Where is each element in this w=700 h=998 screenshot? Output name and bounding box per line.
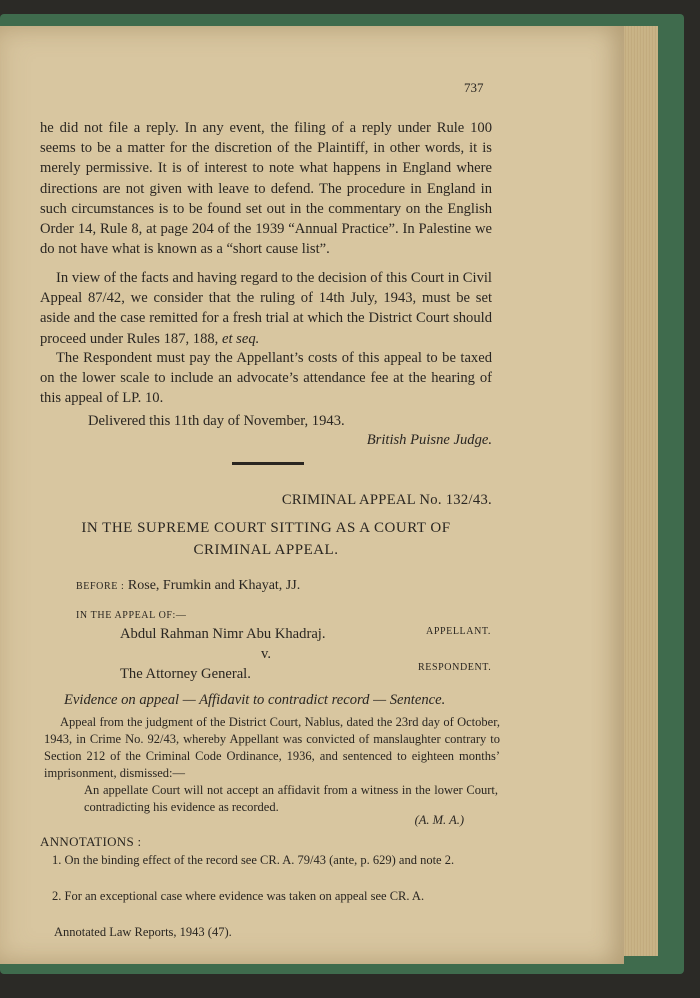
- paragraph-reply: he did not file a reply. In any event, the filing of a reply under Rule 100 seems to be a matter for the discretion of the Plaintiff, in other words, it is merely permissive. It is of interest to note what happens in England where directions are not given with leave to defend. The procedure in England in such circumstances is to be found set out in the commentary on the English Order 14, Rule 8, at page 204 of the 1939 “Annual Practice”. In Palestine we do not have what is known as a “short cause list”.: [40, 120, 492, 258]
- respondent-label: RESPONDENT.: [418, 662, 492, 673]
- judges: Rose, Frumkin and Khayat, JJ.: [127, 578, 301, 593]
- paragraph-ruling-text: In view of the facts and having regard to the decision of this Court in Civil Appeal 87/42, we consider that the ruling of 14th July, 1943, must be set aside and the case remitted for a fresh trial at which the District Court should proceed under Rules 187, 188,: [40, 270, 492, 347]
- paragraph-ruling: [40, 268, 492, 349]
- versus: v.: [261, 646, 271, 662]
- annotations-heading: ANNOTATIONS :: [40, 834, 142, 849]
- book-page: [0, 26, 624, 964]
- annotation-item-2: 2. For an exceptional case where evidence was taken on appeal see CR. A.: [52, 889, 425, 903]
- court-title-line1: IN THE SUPREME COURT SITTING AS A COURT OF: [81, 520, 451, 536]
- headnote-summary: Appeal from the judgment of the District Court, Nablus, dated the 23rd day of October, 1943, in Crime No. 92/43, whereby Appellant was convicted of manslaughter contrary to Section 212 of the Criminal Code Ordinance, 1936, and sentenced to eighteen months’ imprisonment, dismissed:—: [44, 715, 500, 780]
- headnote-initials: (A. M. A.): [414, 813, 464, 827]
- et-seq: et seq.: [221, 330, 260, 347]
- bench-line: [76, 578, 300, 594]
- headnote-topic: Evidence on appeal — Affidavit to contradict record — Sentence.: [64, 692, 446, 708]
- before-label: BEFORE :: [76, 581, 125, 592]
- headnote-holding: An appellate Court will not accept an affidavit from a witness in the lower Court, contradicting his evidence as recorded.: [84, 783, 498, 814]
- appeal-number: CRIMINAL APPEAL No. 132/43.: [281, 492, 492, 508]
- delivered-line: Delivered this 11th day of November, 1943.: [88, 413, 345, 429]
- in-appeal-label: IN THE APPEAL OF:—: [76, 610, 187, 621]
- section-divider: [232, 462, 304, 465]
- page-footer: Annotated Law Reports, 1943 (47).: [54, 925, 232, 939]
- page-number: 737: [464, 80, 484, 95]
- court-title-line2: CRIMINAL APPEAL.: [193, 542, 339, 558]
- paragraph-costs: The Respondent must pay the Appellant’s costs of this appeal to be taxed on the lower scale to include an advocate’s attendance fee at the hearing of this appeal of LP. 10.: [40, 350, 492, 407]
- respondent-name: The Attorney General.: [120, 666, 251, 682]
- appellant-label: APPELLANT.: [426, 626, 491, 637]
- annotation-item-1: 1. On the binding effect of the record see CR. A. 79/43 (ante, p. 629) and note 2.: [52, 853, 455, 867]
- appellant-name: Abdul Rahman Nimr Abu Khadraj.: [120, 626, 326, 642]
- judge-signature: British Puisne Judge.: [366, 432, 492, 448]
